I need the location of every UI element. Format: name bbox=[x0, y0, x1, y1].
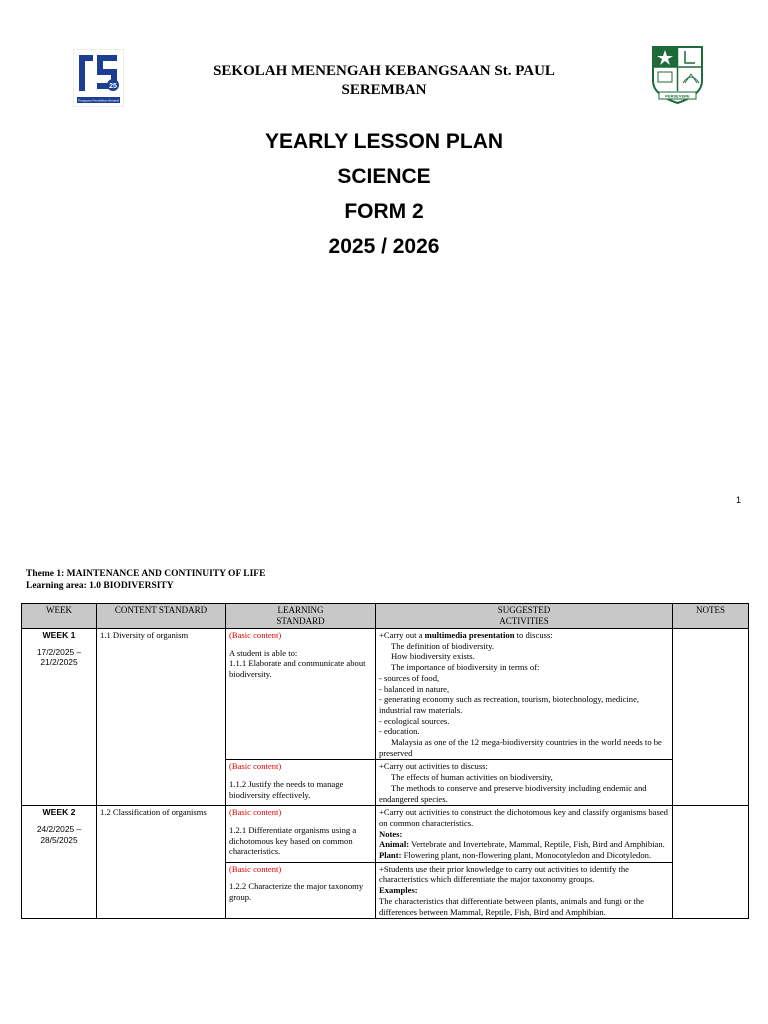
learning-standard-cell: (Basic content) A student is able to: 1.1.1 Elaborate and communicate about biodiversity. bbox=[226, 629, 376, 760]
learning-standard-cell: (Basic content) 1.2.1 Differentiate organisms using a dichotomous key based on common characteristics. bbox=[226, 806, 376, 863]
header-week: WEEK bbox=[22, 604, 97, 629]
week-cell bbox=[22, 629, 97, 806]
year-title: 2025 / 2026 bbox=[328, 235, 440, 258]
week-label: WEEK 1 bbox=[42, 630, 76, 640]
week-dates-start: 17/2/2025 – bbox=[36, 646, 82, 657]
week-dates-start: 24/2/2025 – bbox=[36, 823, 82, 834]
notes-cell bbox=[673, 629, 749, 806]
school-name-line2: SEREMBAN bbox=[341, 82, 427, 98]
basic-content-label: (Basic content) bbox=[229, 807, 282, 818]
suggested-activities-cell: +Carry out activities to construct the dichotomous key and classify organisms based on common characteristics. Notes: Animal: Vertebrate and Invertebrate, Mammal, Reptile, Fish, Bird and Amphibian. Plant: Flowering plant, non-flowering plant, Monocotyledon and Dicotyledon. bbox=[376, 806, 673, 863]
week-label: WEEK 2 bbox=[42, 807, 76, 818]
week-dates-end: 21/2/2025 bbox=[40, 657, 78, 668]
learning-standard-cell: (Basic content) 1.2.2 Characterize the major taxonomy group. bbox=[226, 862, 376, 919]
suggested-activities-cell: +Carry out activities to discuss: The effects of human activities on biodiversity, The methods to conserve and preserve biodiversity including endemic and endangered species. bbox=[376, 760, 673, 806]
learning-standard-cell: (Basic content) 1.1.2 Justify the needs to manage biodiversity effectively. bbox=[226, 760, 376, 806]
content-standard-cell: 1.1 Diversity of organism bbox=[97, 629, 226, 806]
table-row bbox=[22, 629, 749, 760]
subject-title: SCIENCE bbox=[337, 165, 431, 188]
logo-badge-text: 25 bbox=[109, 83, 117, 90]
header-suggested-activities: SUGGESTED ACTIVITIES bbox=[376, 604, 673, 629]
crest-motto: PERSEVERE bbox=[665, 93, 690, 99]
basic-content-label: (Basic content) bbox=[229, 630, 282, 640]
header-content-standard: CONTENT STANDARD bbox=[97, 604, 226, 629]
document-title: YEARLY LESSON PLAN bbox=[264, 130, 504, 153]
table-header-row bbox=[22, 604, 749, 629]
basic-content-label: (Basic content) bbox=[229, 761, 282, 772]
week-cell bbox=[22, 806, 97, 919]
school-name bbox=[0, 62, 768, 100]
learning-area-line: Learning area: 1.0 BIODIVERSITY bbox=[26, 581, 174, 591]
logo-caption: Pengguna Pendidikan Bertaraf bbox=[78, 98, 119, 103]
school-name-line1: SEKOLAH MENENGAH KEBANGSAAN St. PAUL bbox=[213, 63, 555, 79]
suggested-activities-cell: +Carry out a multimedia presentation to discuss: The definition of biodiversity. How biodiversity exists. The importance of biodiversity in terms of: - sources of food, - balanced in nature, - generating economy such as recreation, tourism, biotechnology, medicine, industrial raw materials. - ecological sources. - education. Malaysia as one of the 12 mega-biodiversity countries in the world needs to be preserved bbox=[376, 629, 673, 760]
week-dates-end: 28/5/2025 bbox=[40, 834, 78, 845]
lesson-plan-table bbox=[21, 603, 749, 919]
header-notes: NOTES bbox=[673, 604, 749, 629]
page-number: 1 bbox=[736, 495, 742, 505]
notes-cell bbox=[673, 806, 749, 919]
header-learning-standard: LEARNING STANDARD bbox=[226, 604, 376, 629]
basic-content-label: (Basic content) bbox=[229, 863, 282, 874]
content-standard-cell: 1.2 Classification of organisms bbox=[97, 806, 226, 919]
table-row bbox=[22, 806, 749, 863]
form-title: FORM 2 bbox=[344, 200, 424, 223]
theme-heading bbox=[26, 568, 265, 592]
theme-line: Theme 1: MAINTENANCE AND CONTINUITY OF LIFE bbox=[26, 569, 266, 579]
suggested-activities-cell: +Students use their prior knowledge to carry out activities to identify the characteristics which differentiate the major taxonomy groups. Examples: The characteristics that differentiate between plants, animals and fungi or the differences between Mammal, Reptile, Fish, Bird and Amphibian. bbox=[376, 862, 673, 919]
